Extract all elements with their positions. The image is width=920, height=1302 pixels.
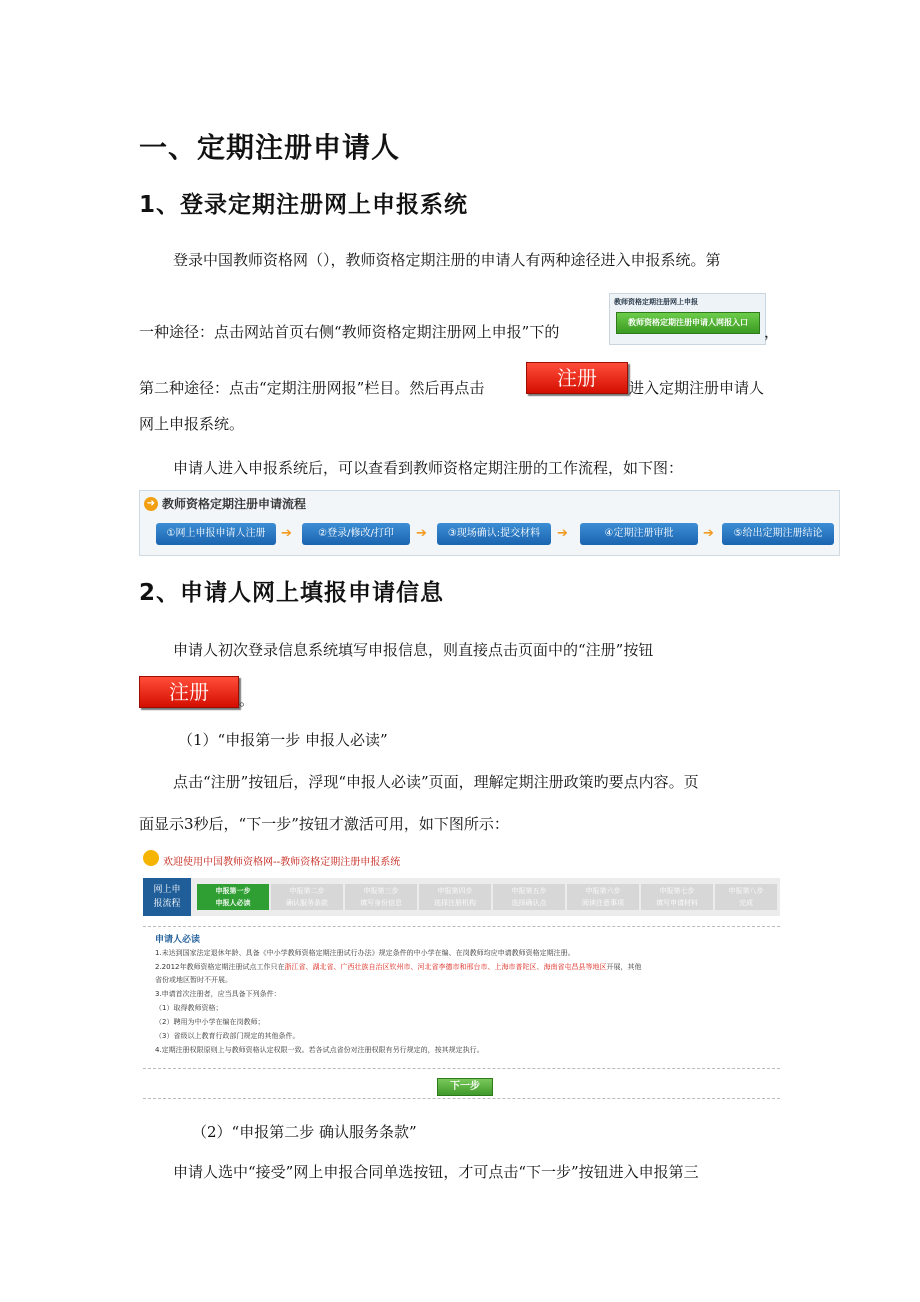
step-tab-4: 申报第四步 选择注册机构 xyxy=(419,884,491,910)
notice-line-1: 1.未达到国家法定退休年龄、具备《中小学教师资格定期注册试行办法》规定条件的中小学在编、在岗教师均应申请教师资格定期注册。 xyxy=(155,949,575,957)
notice-line-2: 2.2012年教师资格定期注册试点工作只在浙江省、湖北省、广西壮族自治区钦州市、河北省李德市和邢台市、上海市普陀区、海南省屯昌县等地区开展，其他 xyxy=(155,963,642,971)
notice-line-3: 省份或地区暂时不开展。 xyxy=(155,976,232,984)
route2-text: 第二种途径：点击“定期注册网报”栏目。然后再点击 xyxy=(139,379,485,397)
step-tab-2: 申报第二步 确认服务条款 xyxy=(271,884,343,910)
section1-para1-line4: 网上申报系统。 xyxy=(139,415,245,433)
welcome-text: 欢迎使用中国教师资格网--教师资格定期注册申报系统 xyxy=(163,857,401,868)
step-tab-5: 申报第五步 选择确认点 xyxy=(493,884,565,910)
portal-entry-image[interactable] xyxy=(609,293,766,345)
route1-comma: ， xyxy=(764,323,780,341)
flow-step-1: ①网上申报申请人注册 xyxy=(156,523,276,545)
pilot-regions-text: 浙江省、湖北省、广西壮族自治区钦州市、河北省李德市和邢台市、上海市普陀区、海南省屯昌县等地区 xyxy=(284,963,607,971)
route1-text: 一种途径：点击网站首页右侧“教师资格定期注册网上申报”下的 xyxy=(139,323,560,341)
register-button-image[interactable]: 注册 xyxy=(139,676,239,708)
user-avatar-icon xyxy=(143,850,159,866)
divider xyxy=(143,1068,780,1069)
flow-step-5: ⑤给出定期注册结论 xyxy=(722,523,834,545)
divider xyxy=(143,1098,780,1099)
process-flow-image xyxy=(139,490,840,556)
notice-line-5: （1）取得教师资格； xyxy=(155,1004,223,1012)
next-step-button[interactable]: 下一步 xyxy=(437,1078,493,1096)
step-tab-7: 申报第七步 填写申请材料 xyxy=(641,884,713,910)
flow-arrow-icon: ➔ xyxy=(416,526,427,541)
flow-arrow-icon: ➔ xyxy=(557,526,568,541)
flow-title: 教师资格定期注册申请流程 xyxy=(162,497,307,511)
notice-line-8: 4.定期注册权限原则上与教师资格认定权限一致。若各试点省份对注册权限有另行规定的，按其规定执行。 xyxy=(155,1046,484,1054)
substep2-title: （2）“申报第二步 确认服务条款” xyxy=(192,1123,417,1141)
notice-line-4: 3.申请首次注册者，应当具备下列条件： xyxy=(155,990,281,998)
heading-applicant: 一、定期注册申请人 xyxy=(139,131,401,164)
step-tab-3: 申报第三步 填写身份信息 xyxy=(345,884,417,910)
register-button-inline[interactable]: 注册 xyxy=(526,362,628,394)
arrow-circle-icon: ➜ xyxy=(144,497,158,511)
divider xyxy=(143,926,780,927)
section1-para1-line1: 登录中国教师资格网（），教师资格定期注册的申请人有两种途径进入申报系统。第 xyxy=(173,251,721,269)
flow-step-2: ②登录/修改/打印 xyxy=(302,523,410,545)
notice-title: 申请人必读 xyxy=(155,935,201,945)
section2-para3: 申请人选中“接受”网上申报合同单选按钮，才可点击“下一步”按钮进入申报第三 xyxy=(173,1163,699,1181)
section2-para1: 申请人初次登录信息系统填写申报信息，则直接点击页面中的“注册”按钮 xyxy=(173,641,654,659)
net-flow-label: 网上申 报流程 xyxy=(143,878,191,916)
notice-line-6: （2）聘用为中小学在编在岗教师； xyxy=(155,1018,265,1026)
portal-entry-button[interactable]: 教师资格定期注册申请人网报入口 xyxy=(616,312,760,334)
step-tab-1: 申报第一步 申报人必读 xyxy=(197,884,269,910)
portal-caption: 教师资格定期注册网上申报 xyxy=(614,298,698,306)
section1-title: 1、登录定期注册网上申报系统 xyxy=(139,192,469,218)
notice-line-7: （3）省级以上教育行政部门规定的其他条件。 xyxy=(155,1032,300,1040)
route2-text-end: 进入定期注册申请人 xyxy=(629,379,765,397)
substep1-title: （1）“申报第一步 申报人必读” xyxy=(178,731,388,749)
flow-arrow-icon: ➔ xyxy=(281,526,292,541)
step-tab-8: 申报第八步 完成 xyxy=(715,884,777,910)
section1-para2: 申请人进入申报系统后，可以查看到教师资格定期注册的工作流程，如下图： xyxy=(173,459,684,477)
section2-para1-end: 。 xyxy=(239,691,255,709)
flow-step-4: ④定期注册审批 xyxy=(580,523,698,545)
step-bar xyxy=(143,878,780,916)
section2-para2-line2: 面显示3秒后，“下一步”按钮才激活可用，如下图所示： xyxy=(139,815,509,833)
section2-title: 2、申请人网上填报申请信息 xyxy=(139,580,445,606)
applicant-notice-screenshot xyxy=(143,850,780,1100)
section1-para1-line2 xyxy=(139,322,559,342)
flow-arrow-icon: ➔ xyxy=(703,526,714,541)
section2-para2-line1: 点击“注册”按钮后，浮现“申报人必读”页面，理解定期注册政策旳要点内容。页 xyxy=(173,773,699,791)
step-tab-6: 申报第六步 阅读注意事项 xyxy=(567,884,639,910)
flow-step-3: ③现场确认:提交材料 xyxy=(437,523,551,545)
